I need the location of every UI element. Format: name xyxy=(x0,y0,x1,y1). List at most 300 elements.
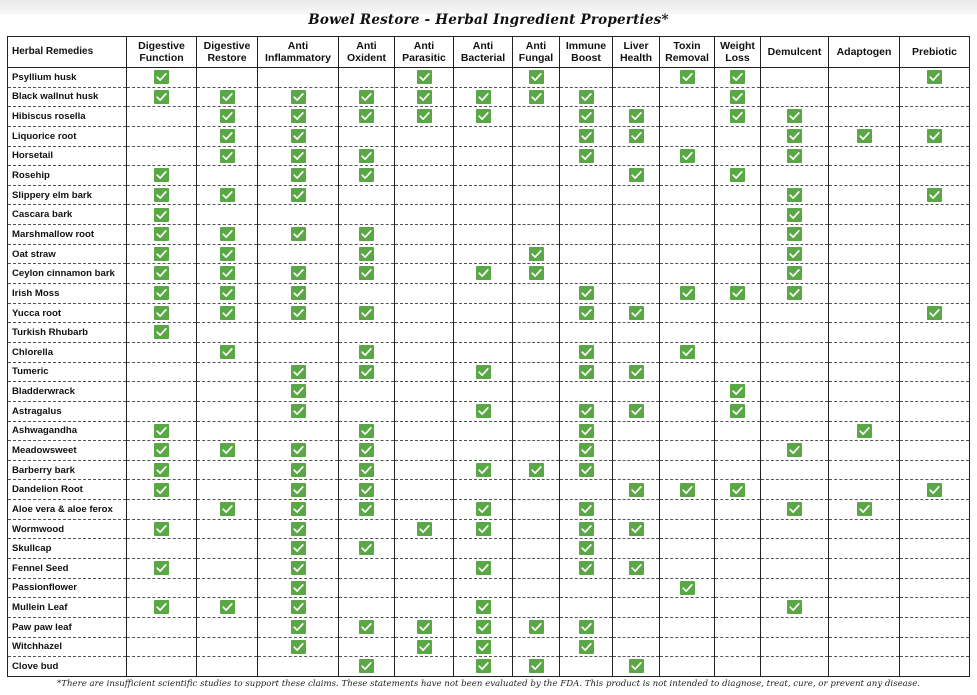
checkmark-icon xyxy=(579,345,594,359)
property-cell xyxy=(660,578,715,598)
property-cell xyxy=(197,441,258,461)
property-cell xyxy=(339,185,395,205)
checkmark-icon xyxy=(529,247,544,261)
checkmark-icon xyxy=(730,384,745,398)
checkmark-icon xyxy=(291,443,306,457)
property-cell xyxy=(395,284,454,304)
checkmark-icon xyxy=(291,581,306,595)
table-row xyxy=(8,578,970,598)
property-cell xyxy=(761,598,829,618)
property-cell xyxy=(197,401,258,421)
property-cell xyxy=(127,323,197,343)
checkmark-icon xyxy=(417,70,432,84)
checkmark-icon xyxy=(629,306,644,320)
column-header xyxy=(660,37,715,68)
property-cell xyxy=(900,598,970,618)
checkmark-icon xyxy=(476,90,491,104)
property-cell xyxy=(339,244,395,264)
property-cell xyxy=(339,264,395,284)
checkmark-icon xyxy=(154,168,169,182)
checkmark-icon xyxy=(579,129,594,143)
property-cell xyxy=(454,68,513,88)
property-cell xyxy=(513,284,560,304)
property-cell xyxy=(560,146,613,166)
property-cell xyxy=(900,657,970,677)
property-cell xyxy=(613,185,660,205)
property-cell xyxy=(900,637,970,657)
property-cell xyxy=(829,401,900,421)
checkmark-icon xyxy=(359,424,374,438)
table-row xyxy=(8,185,970,205)
checkmark-icon xyxy=(476,659,491,673)
property-cell xyxy=(258,539,339,559)
property-cell xyxy=(560,401,613,421)
column-header xyxy=(127,37,197,68)
property-cell xyxy=(258,519,339,539)
property-cell xyxy=(900,362,970,382)
checkmark-icon xyxy=(787,266,802,280)
column-header-line: Anti xyxy=(356,40,377,52)
property-cell xyxy=(339,107,395,127)
remedy-name: Bladderwrack xyxy=(8,382,127,402)
property-cell xyxy=(613,146,660,166)
property-cell xyxy=(613,323,660,343)
remedy-name: Clove bud xyxy=(8,657,127,677)
property-cell xyxy=(660,342,715,362)
property-cell xyxy=(715,68,761,88)
property-cell xyxy=(900,166,970,186)
property-cell xyxy=(513,126,560,146)
property-cell xyxy=(613,441,660,461)
checkmark-icon xyxy=(529,659,544,673)
property-cell xyxy=(560,205,613,225)
property-cell xyxy=(258,68,339,88)
property-cell xyxy=(339,480,395,500)
property-cell xyxy=(613,519,660,539)
property-cell xyxy=(513,637,560,657)
property-cell xyxy=(660,598,715,618)
checkmark-icon xyxy=(629,659,644,673)
property-cell xyxy=(613,637,660,657)
property-cell xyxy=(454,323,513,343)
property-cell xyxy=(715,205,761,225)
property-cell xyxy=(127,68,197,88)
checkmark-icon xyxy=(154,325,169,339)
table-row xyxy=(8,657,970,677)
checkmark-icon xyxy=(291,483,306,497)
property-cell xyxy=(127,401,197,421)
checkmark-icon xyxy=(579,502,594,516)
property-cell xyxy=(613,598,660,618)
property-cell xyxy=(715,303,761,323)
property-cell xyxy=(900,264,970,284)
property-cell xyxy=(513,559,560,579)
property-cell xyxy=(454,107,513,127)
property-cell xyxy=(127,87,197,107)
property-cell xyxy=(258,342,339,362)
table-body xyxy=(8,68,970,677)
property-cell xyxy=(127,244,197,264)
property-cell xyxy=(513,460,560,480)
property-cell xyxy=(513,480,560,500)
property-cell xyxy=(660,500,715,520)
column-header-line: Fungal xyxy=(518,52,554,64)
property-cell xyxy=(829,146,900,166)
checkmark-icon xyxy=(291,502,306,516)
property-cell xyxy=(339,166,395,186)
property-cell xyxy=(454,598,513,618)
property-cell xyxy=(660,617,715,637)
property-cell xyxy=(258,107,339,127)
checkmark-icon xyxy=(579,90,594,104)
property-cell xyxy=(761,185,829,205)
property-cell xyxy=(715,362,761,382)
property-cell xyxy=(560,617,613,637)
checkmark-icon xyxy=(291,149,306,163)
remedy-name: Meadowsweet xyxy=(8,441,127,461)
checkmark-icon xyxy=(629,168,644,182)
property-cell xyxy=(395,323,454,343)
property-cell xyxy=(613,657,660,677)
header-row xyxy=(8,37,970,68)
column-header-line: Inflammatory xyxy=(265,52,331,64)
property-cell xyxy=(197,284,258,304)
property-cell xyxy=(560,657,613,677)
checkmark-icon xyxy=(680,483,695,497)
property-cell xyxy=(660,539,715,559)
table-row xyxy=(8,480,970,500)
property-cell xyxy=(339,126,395,146)
disclaimer-footnote: *There are insufficient scientific studies to support these claims. These statements have not been evaluated by the FDA. This product is not intended to diagnose, treat, cure, or prevent any disease. xyxy=(56,679,921,689)
property-cell xyxy=(560,303,613,323)
property-cell xyxy=(829,598,900,618)
property-cell xyxy=(715,598,761,618)
property-cell xyxy=(258,264,339,284)
property-cell xyxy=(560,578,613,598)
property-cell xyxy=(339,382,395,402)
property-cell xyxy=(258,382,339,402)
property-cell xyxy=(513,205,560,225)
property-cell xyxy=(900,87,970,107)
property-cell xyxy=(660,382,715,402)
property-cell xyxy=(829,441,900,461)
checkmark-icon xyxy=(359,345,374,359)
table-row xyxy=(8,107,970,127)
property-cell xyxy=(258,578,339,598)
checkmark-icon xyxy=(529,90,544,104)
property-cell xyxy=(513,500,560,520)
checkmark-icon xyxy=(927,306,942,320)
property-cell xyxy=(715,146,761,166)
property-cell xyxy=(258,244,339,264)
remedy-name: Irish Moss xyxy=(8,284,127,304)
property-cell xyxy=(660,460,715,480)
checkmark-icon xyxy=(476,365,491,379)
property-cell xyxy=(395,559,454,579)
property-cell xyxy=(560,519,613,539)
property-cell xyxy=(395,480,454,500)
property-cell xyxy=(715,578,761,598)
property-cell xyxy=(339,225,395,245)
property-cell xyxy=(395,166,454,186)
property-cell xyxy=(660,244,715,264)
property-cell xyxy=(395,107,454,127)
property-cell xyxy=(613,126,660,146)
checkmark-icon xyxy=(787,149,802,163)
checkmark-icon xyxy=(417,522,432,536)
property-cell xyxy=(258,185,339,205)
column-header-line: Digestive xyxy=(138,40,185,52)
checkmark-icon xyxy=(291,266,306,280)
checkmark-icon xyxy=(579,404,594,418)
property-cell xyxy=(761,539,829,559)
property-cell xyxy=(900,441,970,461)
property-cell xyxy=(761,205,829,225)
property-cell xyxy=(829,382,900,402)
property-cell xyxy=(829,519,900,539)
checkmark-icon xyxy=(220,188,235,202)
property-cell xyxy=(258,323,339,343)
property-cell xyxy=(454,205,513,225)
property-cell xyxy=(454,126,513,146)
property-cell xyxy=(127,460,197,480)
property-cell xyxy=(395,126,454,146)
property-cell xyxy=(454,244,513,264)
property-cell xyxy=(761,578,829,598)
column-header-line: Digestive xyxy=(203,40,251,52)
checkmark-icon xyxy=(927,188,942,202)
property-cell xyxy=(197,598,258,618)
checkmark-icon xyxy=(417,90,432,104)
checkmark-icon xyxy=(927,70,942,84)
property-cell xyxy=(339,146,395,166)
property-cell xyxy=(258,225,339,245)
property-cell xyxy=(258,559,339,579)
property-cell xyxy=(454,500,513,520)
property-cell xyxy=(829,264,900,284)
property-cell xyxy=(900,205,970,225)
checkmark-icon xyxy=(787,129,802,143)
property-cell xyxy=(454,421,513,441)
remedy-name: Yucca root xyxy=(8,303,127,323)
property-cell xyxy=(127,637,197,657)
property-cell xyxy=(715,637,761,657)
checkmark-icon xyxy=(154,463,169,477)
checkmark-icon xyxy=(154,266,169,280)
property-cell xyxy=(197,166,258,186)
property-cell xyxy=(339,205,395,225)
table-row xyxy=(8,617,970,637)
property-cell xyxy=(127,342,197,362)
table-row xyxy=(8,559,970,579)
property-cell xyxy=(127,225,197,245)
checkmark-icon xyxy=(680,581,695,595)
property-cell xyxy=(560,421,613,441)
property-cell xyxy=(900,519,970,539)
property-cell xyxy=(127,362,197,382)
property-cell xyxy=(715,657,761,677)
property-cell xyxy=(339,519,395,539)
table-row xyxy=(8,539,970,559)
property-cell xyxy=(127,284,197,304)
remedy-name: Barberry bark xyxy=(8,460,127,480)
table-row xyxy=(8,205,970,225)
property-cell xyxy=(829,539,900,559)
property-cell xyxy=(560,598,613,618)
property-cell xyxy=(613,205,660,225)
property-cell xyxy=(339,578,395,598)
table-row xyxy=(8,87,970,107)
property-cell xyxy=(395,342,454,362)
property-cell xyxy=(513,264,560,284)
property-cell xyxy=(258,126,339,146)
checkmark-icon xyxy=(291,463,306,477)
property-cell xyxy=(900,126,970,146)
property-cell xyxy=(197,264,258,284)
property-cell xyxy=(660,303,715,323)
checkmark-icon xyxy=(629,365,644,379)
checkmark-icon xyxy=(476,640,491,654)
property-cell xyxy=(829,362,900,382)
property-cell xyxy=(560,107,613,127)
checkmark-icon xyxy=(291,129,306,143)
remedy-name: Turkish Rhubarb xyxy=(8,323,127,343)
property-cell xyxy=(197,303,258,323)
checkmark-icon xyxy=(359,227,374,241)
checkmark-icon xyxy=(154,522,169,536)
property-cell xyxy=(613,480,660,500)
property-cell xyxy=(613,225,660,245)
checkmark-icon xyxy=(220,109,235,123)
property-cell xyxy=(127,382,197,402)
property-cell xyxy=(258,146,339,166)
property-cell xyxy=(560,441,613,461)
property-cell xyxy=(715,284,761,304)
property-cell xyxy=(829,657,900,677)
checkmark-icon xyxy=(359,168,374,182)
property-cell xyxy=(454,559,513,579)
property-cell xyxy=(339,87,395,107)
property-cell xyxy=(258,617,339,637)
property-cell xyxy=(127,205,197,225)
checkmark-icon xyxy=(927,129,942,143)
checkmark-icon xyxy=(730,109,745,123)
property-cell xyxy=(613,166,660,186)
remedy-name: Paw paw leaf xyxy=(8,617,127,637)
property-cell xyxy=(829,284,900,304)
property-cell xyxy=(395,637,454,657)
property-cell xyxy=(613,578,660,598)
property-cell xyxy=(197,519,258,539)
checkmark-icon xyxy=(529,70,544,84)
checkmark-icon xyxy=(291,188,306,202)
property-cell xyxy=(560,500,613,520)
property-cell xyxy=(613,559,660,579)
property-cell xyxy=(339,68,395,88)
checkmark-icon xyxy=(579,424,594,438)
property-cell xyxy=(900,559,970,579)
checkmark-icon xyxy=(579,522,594,536)
property-cell xyxy=(900,460,970,480)
property-cell xyxy=(613,87,660,107)
property-cell xyxy=(127,500,197,520)
checkmark-icon xyxy=(291,286,306,300)
property-cell xyxy=(395,382,454,402)
property-cell xyxy=(660,519,715,539)
checkmark-icon xyxy=(359,541,374,555)
column-header-line: Boost xyxy=(571,52,601,64)
property-cell xyxy=(761,342,829,362)
checkmark-icon xyxy=(787,600,802,614)
property-cell xyxy=(761,244,829,264)
column-header xyxy=(197,37,258,68)
property-cell xyxy=(829,185,900,205)
property-cell xyxy=(197,617,258,637)
remedy-name: Mullein Leaf xyxy=(8,598,127,618)
property-cell xyxy=(454,303,513,323)
checkmark-icon xyxy=(417,620,432,634)
checkmark-icon xyxy=(291,600,306,614)
property-cell xyxy=(395,244,454,264)
property-cell xyxy=(258,441,339,461)
checkmark-icon xyxy=(154,561,169,575)
property-cell xyxy=(761,303,829,323)
checkmark-icon xyxy=(154,483,169,497)
property-cell xyxy=(660,441,715,461)
property-cell xyxy=(197,559,258,579)
property-cell xyxy=(660,362,715,382)
checkmark-icon xyxy=(154,443,169,457)
property-cell xyxy=(560,342,613,362)
property-cell xyxy=(613,401,660,421)
checkmark-icon xyxy=(476,522,491,536)
property-cell xyxy=(513,225,560,245)
property-cell xyxy=(197,342,258,362)
remedy-name: Chlorella xyxy=(8,342,127,362)
page-title: Bowel Restore - Herbal Ingredient Properties* xyxy=(308,12,669,28)
column-header-line: Liver xyxy=(623,40,649,52)
checkmark-icon xyxy=(629,522,644,536)
property-cell xyxy=(127,657,197,677)
remedy-name: Psyllium husk xyxy=(8,68,127,88)
property-cell xyxy=(761,382,829,402)
remedy-name: Marshmallow root xyxy=(8,225,127,245)
property-cell xyxy=(560,362,613,382)
column-header xyxy=(258,37,339,68)
remedy-name: Skullcap xyxy=(8,539,127,559)
checkmark-icon xyxy=(680,149,695,163)
column-header-line: Health xyxy=(619,52,653,64)
checkmark-icon xyxy=(579,541,594,555)
property-cell xyxy=(613,303,660,323)
property-cell xyxy=(513,342,560,362)
checkmark-icon xyxy=(359,306,374,320)
property-cell xyxy=(395,303,454,323)
checkmark-icon xyxy=(629,404,644,418)
property-cell xyxy=(454,460,513,480)
checkmark-icon xyxy=(476,266,491,280)
property-cell xyxy=(339,421,395,441)
property-cell xyxy=(829,559,900,579)
property-cell xyxy=(660,205,715,225)
property-cell xyxy=(339,303,395,323)
property-cell xyxy=(715,539,761,559)
checkmark-icon xyxy=(529,620,544,634)
property-cell xyxy=(513,657,560,677)
column-header-line: Bacterial xyxy=(460,52,506,64)
property-cell xyxy=(258,500,339,520)
property-cell xyxy=(715,126,761,146)
